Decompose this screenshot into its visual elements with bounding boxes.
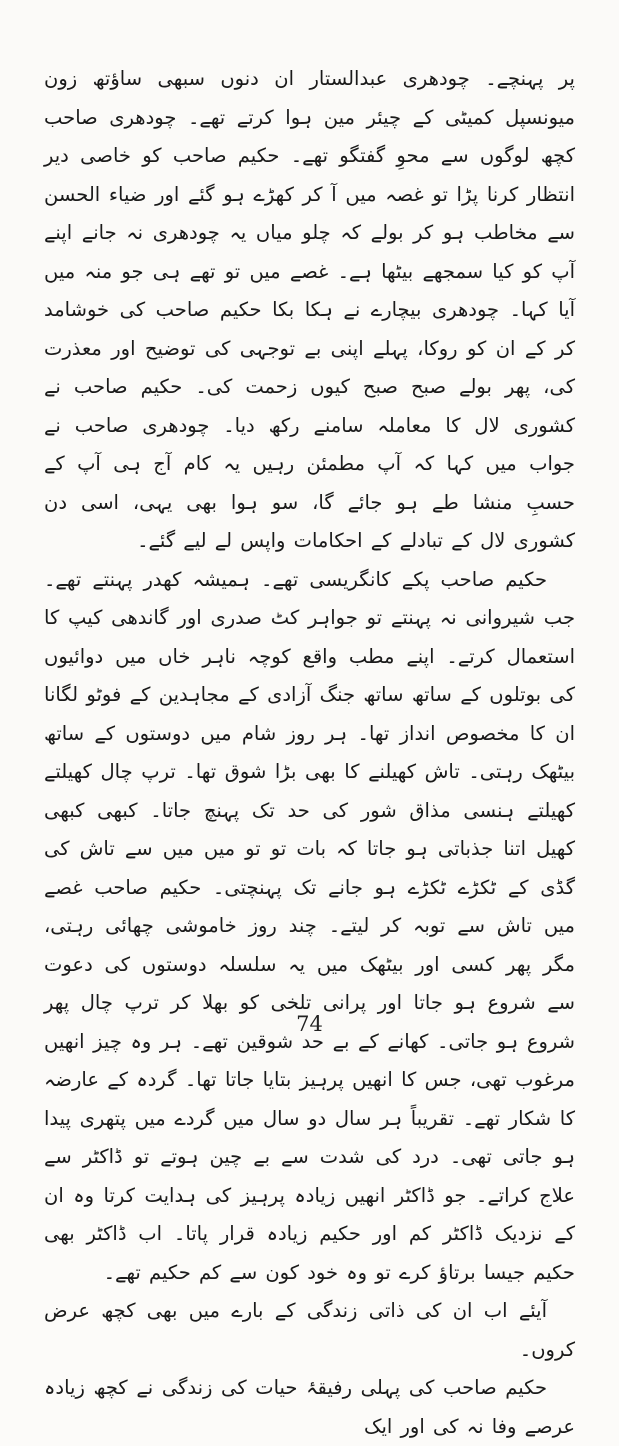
page-body-text xyxy=(44,60,575,1446)
paragraph-4: حکیم صاحب کی پہلی رفیقۂ حیات کی زندگی نے کچھ زیادہ عرصے وفا نہ کی اور ایک xyxy=(44,1376,575,1438)
paragraph-2: حکیم صاحب پکے کانگریسی تھے۔ ہمیشہ کھدر پہنتے تھے۔ جب شیروانی نہ پہنتے تو جواہر کٹ صدری اور گاندھی کیپ کا استعمال کرتے۔ اپنے مطب واقع کوچہ ناہر خاں میں دوائیوں کی بوتلوں کے ساتھ ساتھ جنگ آزادی کے مجاہدین کے فوٹو لگانا ان کا مخصوص انداز تھا۔ ہر روز شام میں دوستوں کے ساتھ بیٹھک رہتی۔ تاش کھیلنے کا بھی بڑا شوق تھا۔ ترپ چال کھیلتے کھیلتے ہنسی مذاق شور کی حد تک پہنچ جاتا۔ کبھی کبھی کھیل اتنا جذباتی ہو جاتا کہ بات تو تو میں میں سے تاش کی گڈی کے ٹکڑے ٹکڑے ہو جانے تک پہنچتی۔ حکیم صاحب غصے میں تاش سے توبہ کر لیتے۔ چند روز خاموشی چھائی رہتی، مگر پھر کسی اور بیٹھک میں یہ سلسلہ دوستوں کی دعوت سے شروع ہو جاتا اور پرانی تلخی کو بھلا کر ترپ چال پھر شروع ہو جاتی۔ کھانے کے بے حد شوقین تھے۔ ہر وہ چیز انھیں مرغوب تھی، جس کا انھیں پرہیز بتایا جاتا تھا۔ گردہ کے عارضہ کا شکار تھے۔ تقریباً ہر سال دو سال میں گردے میں پتھری پیدا ہو جاتی تھی۔ درد کی شدت سے بے چین ہوتے تو ڈاکٹر سے علاج کراتے۔ جو ڈاکٹر انھیں زیادہ پرہیز کی ہدایت کرتا وہ ان کے نزدیک ڈاکٹر کم اور حکیم زیادہ قرار پاتا۔ اب ڈاکٹر بھی حکیم جیسا برتاؤ کرے تو وہ خود کون سے کم حکیم تھے۔ xyxy=(44,567,575,1284)
page-number: 74 xyxy=(296,1012,323,1036)
paragraph-3: آیئے اب ان کی ذاتی زندگی کے بارے میں بھی کچھ عرض کروں۔ xyxy=(44,1299,575,1361)
paragraph-1: پر پہنچے۔ چودھری عبدالستار ان دنوں سبھی ساؤتھ زون میونسپل کمیٹی کے چیئر مین ہوا کرتے تھے۔ چودھری صاحب کچھ لوگوں سے محوِ گفتگو تھے۔ حکیم صاحب کو خاصی دیر انتظار کرنا پڑا تو غصہ میں آ کر کھڑے ہو گئے اور ضیاء الحسن سے مخاطب ہو کر بولے کہ چلو میاں یہ چودھری نہ جانے اپنے آپ کو کیا سمجھے بیٹھا ہے۔ غصے میں تو تھے ہی جو منہ میں آیا کہا۔ چودھری بیچارے نے ہکا بکا حکیم صاحب کی خوشامد کر کے ان کو روکا، پہلے اپنی بے توجہی کی توضیح اور معذرت کی، پھر بولے صبح صبح کیوں زحمت کی۔ حکیم صاحب نے کشوری لال کا معاملہ سامنے رکھ دیا۔ چودھری صاحب نے جواب میں کہا کہ آپ مطمئن رہیں یہ کام آج ہی آپ کے حسبِ منشا طے ہو جائے گا، سو ہوا بھی یہی، اسی دن کشوری لال کے تبادلے کے احکامات واپس لے لیے گئے۔ xyxy=(44,67,575,552)
